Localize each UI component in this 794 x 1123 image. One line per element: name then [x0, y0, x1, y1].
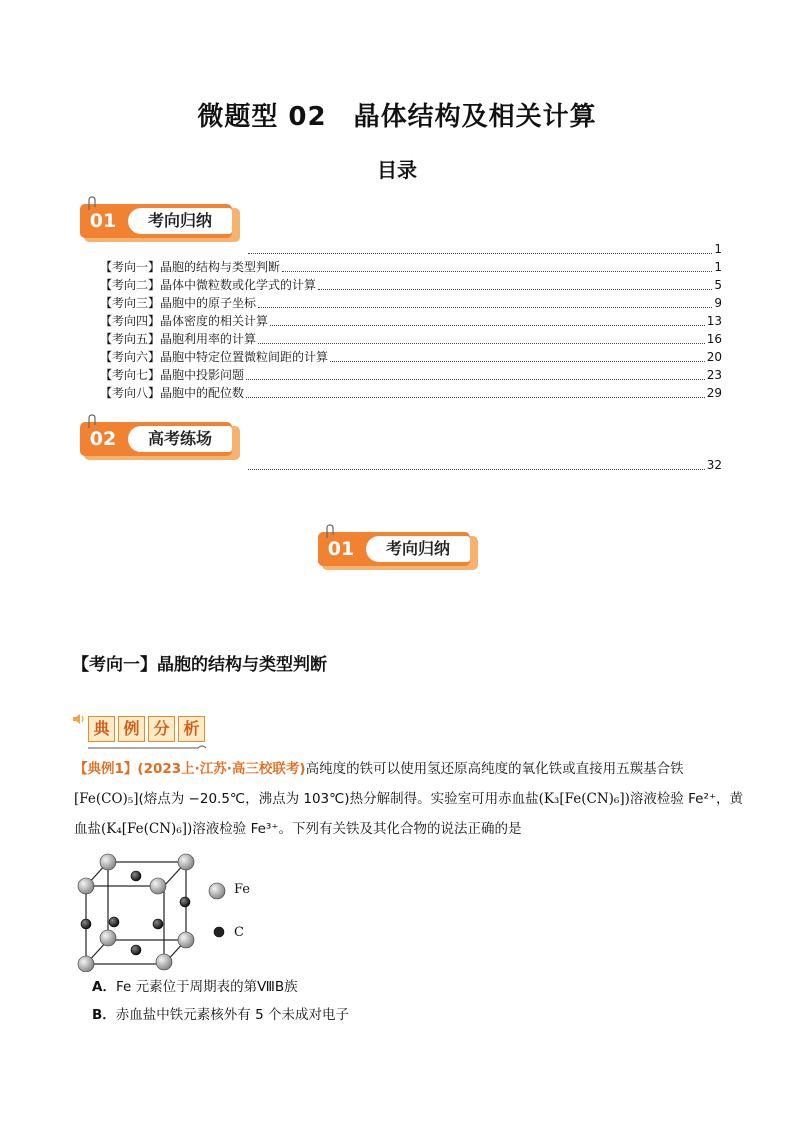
toc-row[interactable]: 32	[246, 456, 722, 474]
iron-atom	[78, 956, 94, 972]
section-banner-2	[80, 414, 240, 462]
option-b[interactable]: B．赤血盐中铁元素核外有 5 个未成对电子	[92, 1007, 349, 1023]
badge-char: 析	[178, 716, 205, 742]
iron-atom	[178, 932, 194, 948]
section-banner-1	[80, 196, 240, 244]
crystal-structure-diagram	[70, 852, 220, 972]
carbon-atom	[81, 919, 91, 929]
legend-c-symbol	[212, 925, 226, 939]
carbon-atom	[131, 945, 141, 955]
speaker-icon	[72, 712, 86, 726]
toc-row[interactable]: 【考向四】晶体密度的相关计算 13	[100, 314, 722, 328]
iron-atom	[156, 954, 172, 970]
example-line-2: [Fe(CO)₅](熔点为 −20.5℃，沸点为 103℃)热分解制得。实验室可用赤血盐(K₃[Fe(CN)₆])溶液检验 Fe²⁺，黄	[74, 791, 744, 807]
toc-row[interactable]: 【考向三】晶胞中的原子坐标 9	[100, 296, 722, 310]
badge-char: 例	[118, 716, 145, 742]
toc-row[interactable]: 1	[246, 240, 722, 258]
iron-atom	[100, 930, 116, 946]
example-line-3: 血盐(K₄[Fe(CN)₆])溶液检验 Fe³⁺。下列有关铁及其化合物的说法正确的是	[74, 821, 522, 837]
toc-row[interactable]: 【考向二】晶体中微粒数或化学式的计算 5	[100, 278, 722, 292]
toc-row[interactable]: 【考向六】晶胞中特定位置微粒间距的计算 20	[100, 350, 722, 364]
banner-number: 01	[89, 210, 117, 232]
example-line-1: 【典例1】(2023上·江苏·高三校联考)高纯度的铁可以使用氢还原高纯度的氧化铁或直接用五羰基合铁	[74, 761, 684, 777]
carbon-atom	[153, 919, 163, 929]
toc-title: 目录	[377, 158, 417, 182]
iron-atom	[150, 878, 166, 894]
banner-label: 考向归纳	[128, 208, 232, 234]
iron-atom	[178, 854, 194, 870]
banner-number: 02	[89, 428, 117, 450]
toc-row[interactable]: 【考向八】晶胞中的配位数 29	[100, 386, 722, 400]
legend-c-label: C	[234, 925, 244, 940]
banner-number: 01	[327, 538, 355, 560]
iron-atom	[100, 854, 116, 870]
legend-fe-label: Fe	[234, 882, 251, 897]
toc-row[interactable]: 【考向七】晶胞中投影问题 23	[100, 368, 722, 382]
banner-label: 考向归纳	[366, 536, 470, 562]
carbon-atom	[131, 871, 141, 881]
iron-atom	[78, 878, 94, 894]
carbon-atom	[109, 917, 119, 927]
carbon-atom	[180, 897, 190, 907]
banner-label: 高考练场	[128, 426, 232, 452]
badge-underline	[88, 742, 208, 750]
toc-row[interactable]: 【考向五】晶胞利用率的计算 16	[100, 332, 722, 346]
section-heading: 【考向一】晶胞的结构与类型判断	[72, 655, 327, 675]
section-banner-3	[318, 524, 478, 572]
page-title: 微题型 02 晶体结构及相关计算	[197, 102, 597, 132]
badge-char: 分	[148, 716, 175, 742]
toc-row[interactable]: 【考向一】晶胞的结构与类型判断 1	[100, 260, 722, 274]
example-badge	[72, 708, 212, 748]
option-a[interactable]: A．Fe 元素位于周期表的第ⅧB族	[92, 979, 298, 995]
legend-fe-symbol	[206, 880, 228, 902]
badge-char: 典	[88, 716, 115, 742]
